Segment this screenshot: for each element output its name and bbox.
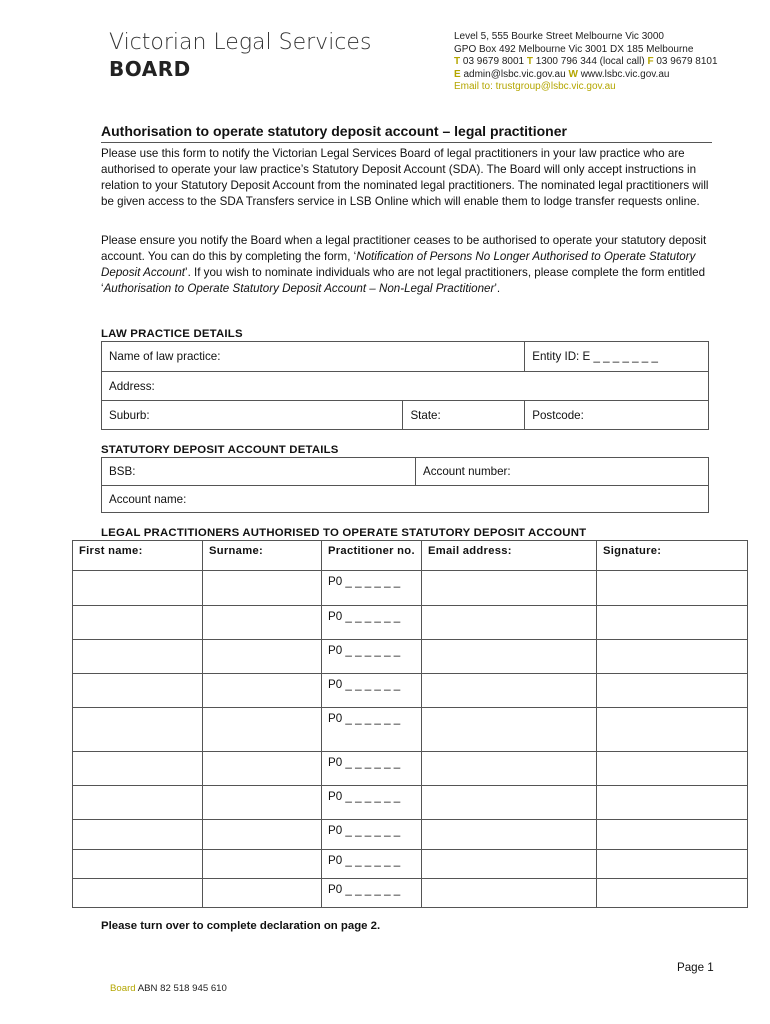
address-line1: Level 5, 555 Bourke Street Melbourne Vic 3000: [454, 31, 664, 42]
lsb-logo: [109, 30, 371, 82]
web-address[interactable]: www.lsbc.vic.gov.au: [580, 68, 670, 80]
surname-cell[interactable]: [203, 850, 322, 879]
email-cell[interactable]: [422, 674, 597, 708]
surname-cell[interactable]: [203, 820, 322, 850]
email-address[interactable]: admin@lsbc.vic.gov.au: [463, 68, 566, 80]
practitioner-no-cell[interactable]: P0 _ _ _ _ _ _: [322, 820, 422, 850]
postcode-field[interactable]: Postcode:: [525, 401, 709, 430]
email-web-line: [454, 69, 718, 82]
surname-cell[interactable]: [203, 606, 322, 640]
contact-block: [454, 31, 718, 94]
turn-over-note: Please turn over to complete declaration on page 2.: [101, 920, 381, 932]
first-name-cell[interactable]: [73, 879, 203, 908]
first-name-cell[interactable]: [73, 786, 203, 820]
table-row: [73, 640, 748, 674]
practitioner-no-cell[interactable]: P0 _ _ _ _ _ _: [322, 786, 422, 820]
first-name-cell[interactable]: [73, 571, 203, 606]
signature-cell[interactable]: [597, 820, 748, 850]
signature-cell[interactable]: [597, 708, 748, 752]
practitioners-table: [72, 540, 748, 908]
practitioner-no-cell[interactable]: P0 _ _ _ _ _ _: [322, 708, 422, 752]
table-row: [73, 786, 748, 820]
practitioner-no-cell[interactable]: P0 _ _ _ _ _ _: [322, 879, 422, 908]
law-practice-name-field[interactable]: Name of law practice:: [102, 342, 525, 372]
col-signature: Signature:: [597, 541, 748, 571]
first-name-cell[interactable]: [73, 708, 203, 752]
first-name-cell[interactable]: [73, 820, 203, 850]
notify-text-e: ’.: [494, 281, 501, 295]
sda-table: [101, 457, 709, 513]
page-number: Page 1: [677, 961, 714, 974]
table-row: [73, 606, 748, 640]
email-cell[interactable]: [422, 879, 597, 908]
notify-text-a: Please ensure you notify the Board when a legal practitioner ceases to be authorised to operate your statutory deposit account. You can do this by completing the form, ‘: [101, 234, 707, 263]
table-row: [73, 850, 748, 879]
non-legal-form-name: Authorisation to Operate Statutory Deposit Account – Non-Legal Practitioner: [103, 281, 495, 295]
surname-cell[interactable]: [203, 640, 322, 674]
phone-label: T: [454, 56, 461, 68]
surname-cell[interactable]: [203, 879, 322, 908]
practitioner-no-cell[interactable]: P0 _ _ _ _ _ _: [322, 571, 422, 606]
notify-text-c: ’. If you wish to nominate individuals who are not legal practitioners, please complete the form entitled ‘: [101, 265, 706, 295]
col-practitioner-no: Practitioner no.: [322, 541, 422, 571]
local-phone-number: 1300 796 344 (local call): [535, 56, 645, 68]
practitioners-heading: LEGAL PRACTITIONERS AUTHORISED TO OPERATE STATUTORY DEPOSIT ACCOUNT: [101, 527, 587, 539]
address-line2: GPO Box 492 Melbourne Vic 3001 DX 185 Melbourne: [454, 43, 694, 55]
surname-cell[interactable]: [203, 752, 322, 786]
table-row: [73, 879, 748, 908]
surname-cell[interactable]: [203, 674, 322, 708]
table-row: [73, 752, 748, 786]
first-name-cell[interactable]: [73, 606, 203, 640]
email-to-line[interactable]: Email to: trustgroup@lsbc.vic.gov.au: [454, 81, 616, 93]
signature-cell[interactable]: [597, 571, 748, 606]
first-name-cell[interactable]: [73, 850, 203, 879]
email-cell[interactable]: [422, 606, 597, 640]
intro-paragraph: Please use this form to notify the Victorian Legal Services Board of legal practitioners in your law practice who are authorised to operate your law practice’s Statutory Deposit Account (SDA). The Board will only accept instructions in relation to your Statutory Deposit Account from the nominated legal practitioners. The nominated legal practitioners will be given access to the SDA Transfers service in LSB Online which will enable them to lodge transfer requests online.: [101, 147, 709, 208]
signature-cell[interactable]: [597, 752, 748, 786]
practitioner-no-cell[interactable]: P0 _ _ _ _ _ _: [322, 752, 422, 786]
practitioner-no-cell[interactable]: P0 _ _ _ _ _ _: [322, 640, 422, 674]
law-practice-table: [101, 341, 709, 430]
abn-number: ABN 82 518 945 610: [137, 983, 227, 994]
practitioner-no-cell[interactable]: P0 _ _ _ _ _ _: [322, 674, 422, 708]
fax-label: F: [647, 56, 654, 68]
first-name-cell[interactable]: [73, 752, 203, 786]
phone-number: 03 9679 8001: [462, 56, 525, 68]
abn-line: [110, 983, 227, 994]
suburb-field[interactable]: Suburb:: [102, 401, 403, 430]
surname-cell[interactable]: [203, 571, 322, 606]
account-name-field[interactable]: Account name:: [102, 486, 709, 513]
state-field[interactable]: State:: [403, 401, 525, 430]
notify-form-name: Notification of Persons No Longer Authorised to Operate Statutory Deposit Account: [101, 249, 696, 279]
col-first-name: First name:: [73, 541, 203, 571]
entity-id-field[interactable]: Entity ID: E _ _ _ _ _ _ _: [525, 342, 709, 372]
web-label: W: [568, 68, 578, 80]
abn-board-label: Board: [110, 983, 136, 994]
email-cell[interactable]: [422, 640, 597, 674]
local-phone-label: T: [526, 56, 533, 68]
signature-cell[interactable]: [597, 606, 748, 640]
phone-line: [454, 56, 718, 69]
practitioner-no-cell[interactable]: P0 _ _ _ _ _ _: [322, 850, 422, 879]
email-cell[interactable]: [422, 786, 597, 820]
surname-cell[interactable]: [203, 786, 322, 820]
first-name-cell[interactable]: [73, 640, 203, 674]
notify-paragraph: [101, 233, 711, 297]
practitioner-no-cell[interactable]: P0 _ _ _ _ _ _: [322, 606, 422, 640]
fax-number: 03 9679 8101: [656, 56, 718, 68]
signature-cell[interactable]: [597, 850, 748, 879]
signature-cell[interactable]: [597, 786, 748, 820]
table-row: [73, 571, 748, 606]
table-row: [73, 820, 748, 850]
email-label: E: [454, 68, 461, 80]
email-cell[interactable]: [422, 571, 597, 606]
sda-heading: STATUTORY DEPOSIT ACCOUNT DETAILS: [101, 444, 339, 456]
signature-cell[interactable]: [597, 674, 748, 708]
email-cell[interactable]: [422, 850, 597, 879]
law-practice-heading: LAW PRACTICE DETAILS: [101, 328, 243, 340]
form-title: Authorisation to operate statutory deposit account – legal practitioner: [101, 123, 712, 143]
signature-cell[interactable]: [597, 879, 748, 908]
address-field[interactable]: Address:: [102, 372, 709, 401]
logo-text-line2: BOARD: [109, 57, 191, 81]
logo-text-line1: Victorian Legal Services: [109, 30, 372, 55]
table-row: [73, 708, 748, 752]
col-surname: Surname:: [203, 541, 322, 571]
email-cell[interactable]: [422, 752, 597, 786]
email-cell[interactable]: [422, 708, 597, 752]
first-name-cell[interactable]: [73, 674, 203, 708]
email-cell[interactable]: [422, 820, 597, 850]
col-email: Email address:: [422, 541, 597, 571]
account-number-field[interactable]: Account number:: [416, 458, 709, 486]
table-row: [73, 674, 748, 708]
surname-cell[interactable]: [203, 708, 322, 752]
signature-cell[interactable]: [597, 640, 748, 674]
bsb-field[interactable]: BSB:: [102, 458, 416, 486]
